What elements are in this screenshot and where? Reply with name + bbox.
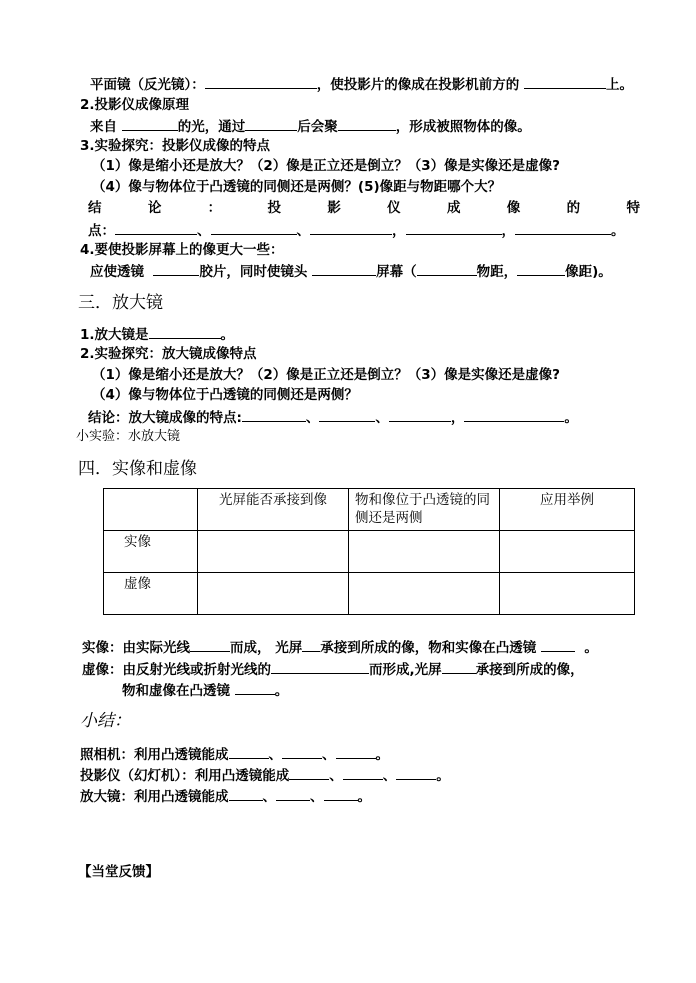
real-virtual-table [103, 488, 635, 615]
summary-projector: 投影仪（幻灯机）：利用凸透镜能成 、 、 。 [80, 768, 450, 784]
table-row [104, 531, 635, 573]
summary-camera: 照相机：利用凸透镜能成 、 、 。 [80, 747, 389, 763]
blank[interactable] [205, 75, 317, 89]
conclusion-blanks: 点： 、 、 ， ， 。 [88, 223, 625, 239]
plane-mirror-line: 平面镜（反光镜）： ，使投影片的像成在投影机前方的 上。 [90, 77, 633, 93]
table-cell[interactable] [198, 573, 349, 615]
blank[interactable] [276, 787, 310, 801]
blank[interactable] [343, 766, 383, 780]
enlarge-line: 应使透镜 胶片，同时使镜头 屏幕（ 物距， 像距)。 [90, 264, 612, 280]
blank[interactable] [541, 638, 575, 652]
table-cell[interactable] [198, 531, 349, 573]
virtual-image-line: 虚像：由反射光线或折射光线的 而形成,光屏 承接到所成的像， [82, 662, 584, 678]
question-line-1: （1）像是缩小还是放大？（2）像是正立还是倒立？（3）像是实像还是虚像? [92, 158, 561, 174]
blank[interactable] [336, 745, 376, 759]
blank[interactable] [229, 745, 269, 759]
projector-principle-title: 2.投影仪成像原理 [80, 97, 190, 113]
table-header-cell: 光屏能否承接到像 [198, 489, 349, 531]
blank[interactable] [122, 117, 178, 131]
table-cell[interactable] [500, 531, 635, 573]
enlarge-title: 4.要使投影屏幕上的像更大一些： [80, 242, 284, 258]
blank[interactable] [282, 745, 322, 759]
section-heading-magnifier: 三．放大镜 [78, 293, 163, 313]
blank[interactable] [464, 408, 564, 422]
blank[interactable] [271, 660, 369, 674]
table-cell[interactable] [349, 531, 500, 573]
experiment-title: 3.实验探究：投影仪成像的特点 [80, 138, 271, 154]
blank[interactable] [149, 325, 221, 339]
blank[interactable] [319, 408, 375, 422]
blank[interactable] [324, 787, 358, 801]
blank[interactable] [211, 221, 297, 235]
table-row [104, 573, 635, 615]
table-cell[interactable] [500, 573, 635, 615]
magnifier-conclusion: 结论：放大镜成像的特点: 、 、 ， 。 [88, 410, 578, 426]
principle-line: 来自 的光，通过 后会聚 ，形成被照物体的像。 [90, 119, 531, 135]
table-header-row [104, 489, 635, 531]
blank[interactable] [406, 221, 502, 235]
row-label: 虚像 [104, 573, 198, 615]
magnifier-experiment-title: 2.实验探究：放大镜成像特点 [80, 346, 257, 362]
blank[interactable] [153, 262, 199, 276]
blank[interactable] [190, 638, 230, 652]
summary-title: 小结： [80, 711, 131, 731]
section-heading-images: 四．实像和虚像 [78, 459, 197, 479]
blank[interactable] [289, 766, 329, 780]
blank[interactable] [515, 221, 611, 235]
blank[interactable] [389, 408, 451, 422]
table-cell[interactable] [349, 573, 500, 615]
virtual-image-line-2: 物和虚像在凸透镜 。 [122, 683, 289, 699]
magnifier-is-line: 1.放大镜是 。 [80, 327, 235, 343]
blank[interactable] [310, 221, 392, 235]
small-experiment: 小实验：水放大镜 [76, 429, 181, 444]
blank[interactable] [242, 408, 306, 422]
conclusion-spaced: 结 论 ： 投 影 仪 成 像 的 特 [88, 200, 640, 216]
blank[interactable] [442, 660, 476, 674]
magnifier-question-2: （4）像与物体位于凸透镜的同侧还是两侧？ [92, 387, 358, 403]
blank[interactable] [396, 766, 436, 780]
table-header-cell: 物和像位于凸透镜的同侧还是两侧 [349, 489, 500, 531]
question-line-2: （4）像与物体位于凸透镜的同侧还是两侧？(5)像距与物距哪个大？ [92, 179, 502, 195]
blank[interactable] [302, 638, 320, 652]
row-label: 实像 [104, 531, 198, 573]
blank[interactable] [235, 681, 275, 695]
blank[interactable] [115, 221, 197, 235]
magnifier-question-1: （1）像是缩小还是放大？（2）像是正立还是倒立？（3）像是实像还是虚像? [92, 367, 561, 383]
blank[interactable] [524, 75, 606, 89]
blank[interactable] [338, 117, 396, 131]
blank[interactable] [229, 787, 263, 801]
blank[interactable] [312, 262, 376, 276]
table-header-cell: 应用举例 [500, 489, 635, 531]
summary-magnifier: 放大镜：利用凸透镜能成 、 、 。 [80, 789, 371, 805]
real-image-line: 实像：由实际光线 而成， 光屏 承接到所成的像，物和实像在凸透镜 。 [82, 640, 598, 656]
feedback-heading: 【当堂反馈】 [78, 864, 159, 880]
blank[interactable] [245, 117, 297, 131]
table-header-cell [104, 489, 198, 531]
blank[interactable] [417, 262, 477, 276]
blank[interactable] [517, 262, 565, 276]
